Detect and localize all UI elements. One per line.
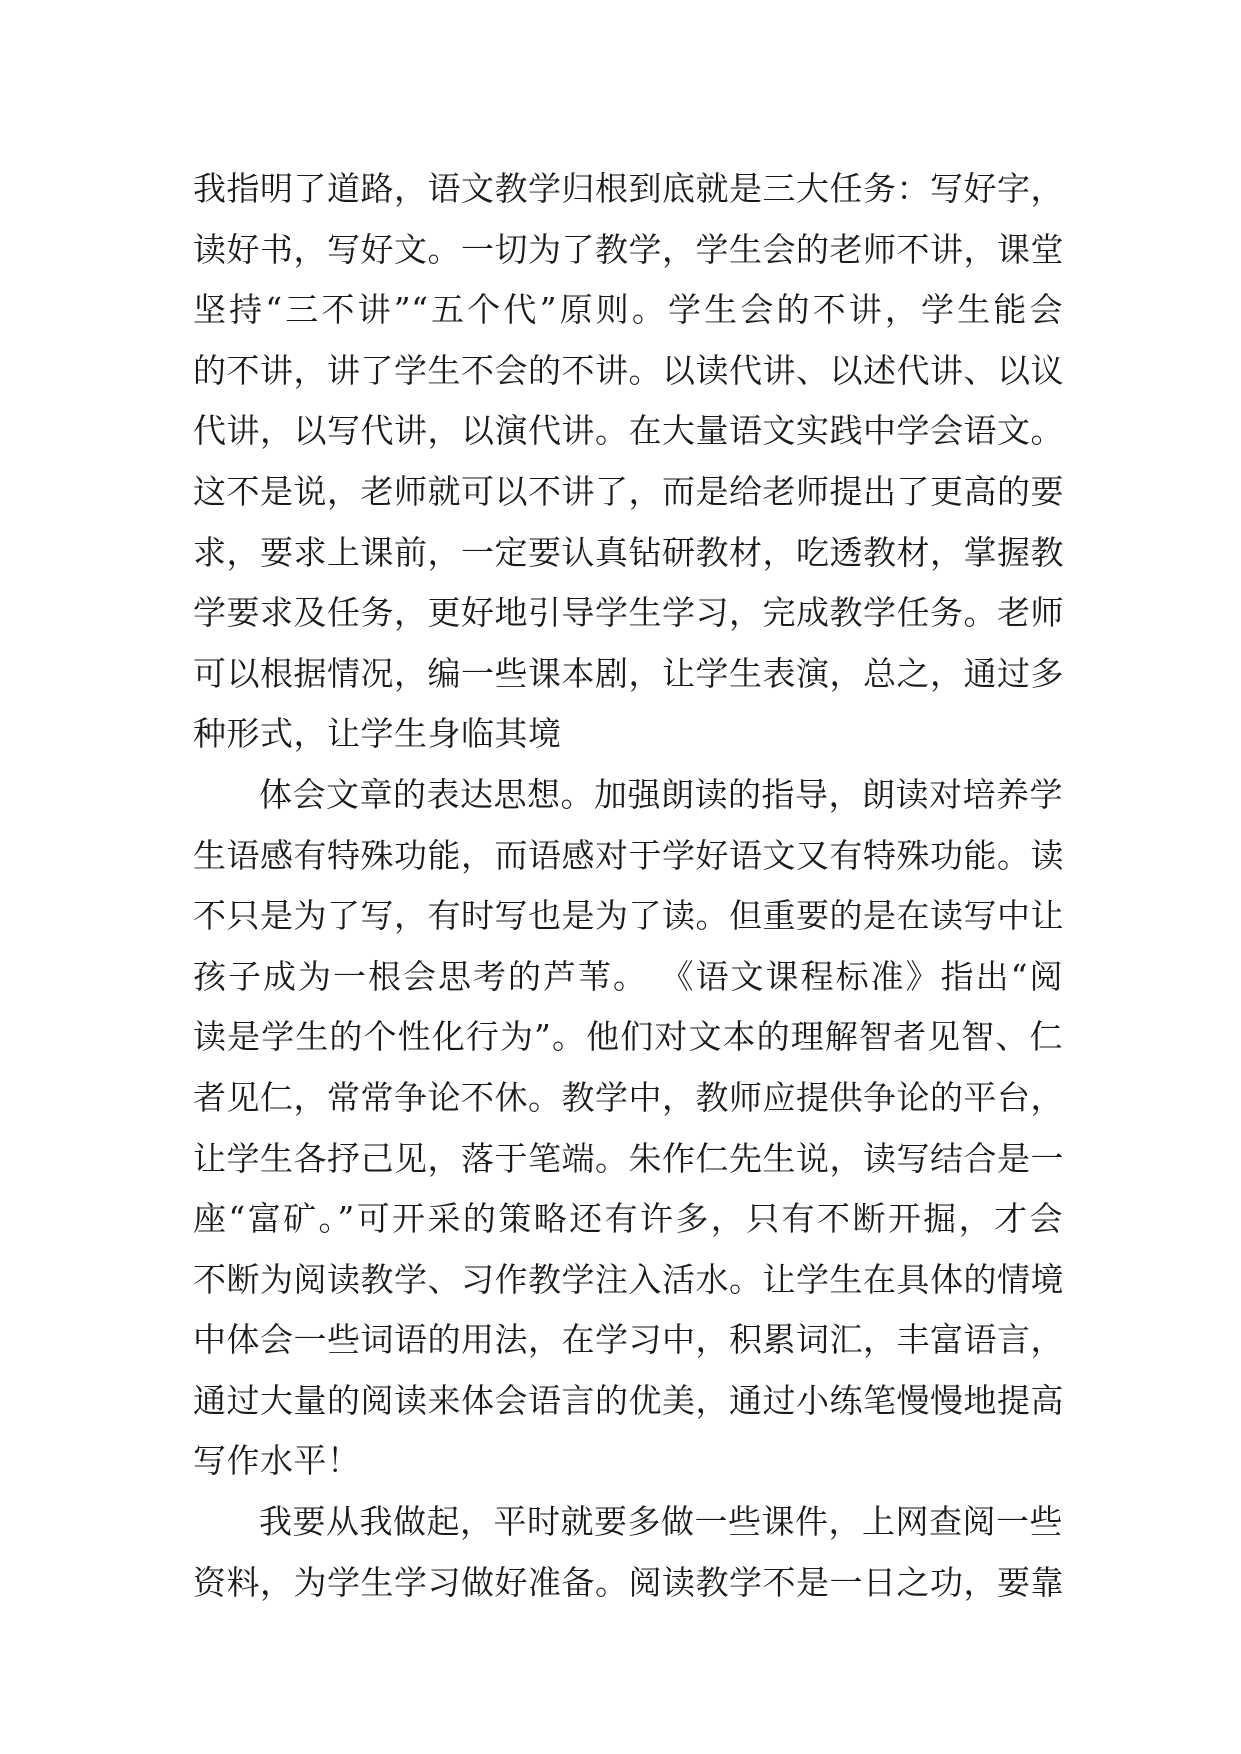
text-line: 座“富矿。”可开采的策略还有许多，只有不断开掘，才会 bbox=[193, 1199, 1063, 1239]
text-line: 不只是为了写，有时写也是为了读。但重要的是在读写中让 bbox=[193, 896, 1064, 936]
text-line: 体会文章的表达思想。加强朗读的指导，朗读对培养学 bbox=[259, 774, 1063, 814]
text-line: 读好书，写好文。一切为了教学，学生会的老师不讲，课堂 bbox=[193, 229, 1064, 269]
paragraph-2 bbox=[193, 765, 1063, 1492]
text-line: 让学生各抒己见，落于笔端。朱作仁先生说，读写结合是一 bbox=[193, 1138, 1064, 1178]
paragraph-1 bbox=[193, 159, 1063, 765]
text-line: 种形式，让学生身临其境 bbox=[193, 714, 562, 754]
text-line: 这不是说，老师就可以不讲了，而是给老师提出了更高的要 bbox=[193, 471, 1064, 511]
text-line: 求，要求上课前，一定要认真钻研教材，吃透教材，掌握教 bbox=[193, 532, 1064, 572]
text-line: 者见仁，常常争论不休。教学中，教师应提供争论的平台， bbox=[193, 1077, 1064, 1117]
text-line: 的不讲，讲了学生不会的不讲。以读代讲、以述代讲、以议 bbox=[193, 350, 1064, 390]
text-line: 中体会一些词语的用法，在学习中，积累词汇，丰富语言， bbox=[193, 1320, 1064, 1360]
text-line: 资料，为学生学习做好准备。阅读教学不是一日之功，要靠 bbox=[193, 1562, 1064, 1602]
paragraph-3 bbox=[193, 1492, 1063, 1613]
text-line: 我指明了道路，语文教学归根到底就是三大任务：写好字， bbox=[193, 169, 1064, 208]
text-line: 孩子成为一根会思考的芦苇。 《语文课程标准》指出“阅 bbox=[193, 956, 1063, 996]
text-line: 读是学生的个性化行为”。他们对文本的理解智者见智、仁 bbox=[193, 1017, 1063, 1057]
body-text bbox=[193, 159, 1063, 1613]
text-line: 通过大量的阅读来体会语言的优美，通过小练笔慢慢地提高 bbox=[193, 1380, 1064, 1420]
text-line: 可以根据情况，编一些课本剧，让学生表演，总之，通过多 bbox=[193, 653, 1064, 693]
text-line: 坚持“三不讲”“五个代”原则。学生会的不讲，学生能会 bbox=[193, 290, 1063, 330]
text-line: 不断为阅读教学、习作教学注入活水。让学生在具体的情境 bbox=[193, 1259, 1064, 1299]
text-line: 学要求及任务，更好地引导学生学习，完成教学任务。老师 bbox=[193, 593, 1064, 633]
text-line: 生语感有特殊功能，而语感对于学好语文又有特殊功能。读 bbox=[193, 835, 1064, 875]
text-line: 我要从我做起，平时就要多做一些课件，上网查阅一些 bbox=[259, 1502, 1063, 1542]
text-line: 写作水平！ bbox=[193, 1441, 361, 1481]
text-line: 代讲，以写代讲，以演代讲。在大量语文实践中学会语文。 bbox=[193, 411, 1064, 451]
